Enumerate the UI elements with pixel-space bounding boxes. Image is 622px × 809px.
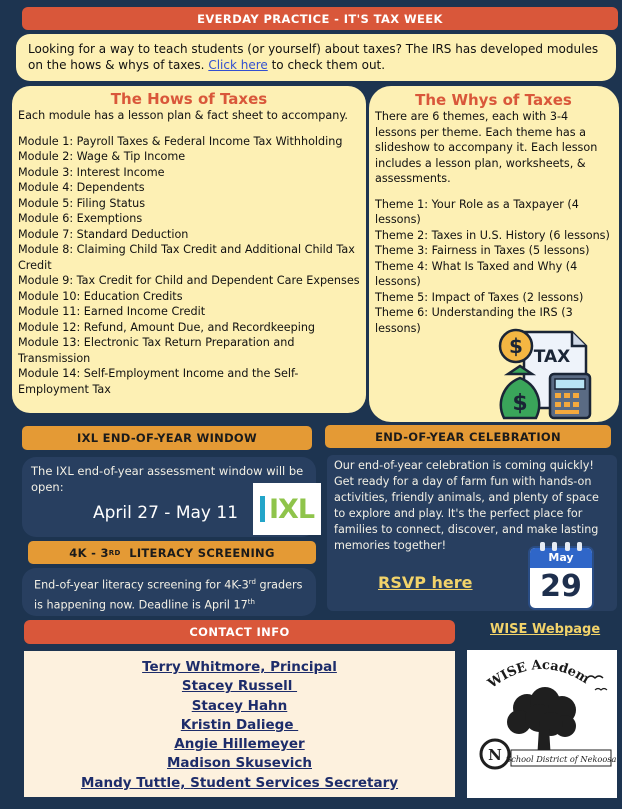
ixl-logo-text: IXL [268, 493, 315, 525]
contact-card [24, 651, 455, 797]
theme-item: Theme 6: Understanding the IRS (3 lessons) [375, 306, 573, 335]
module-item: Module 6: Exemptions [18, 212, 143, 225]
module-item: Module 7: Standard Deduction [18, 227, 189, 241]
module-item: Module 4: Dependents [18, 181, 145, 194]
module-item: Module 13: Electronic Tax Return Preparation and Transmission [18, 336, 295, 365]
ixl-logo [253, 483, 321, 535]
contact-person-link[interactable]: Stacey Russell [181, 678, 298, 695]
irs-modules-link[interactable]: Click here [208, 58, 268, 72]
calendar-icon [528, 542, 594, 610]
contact-person-link[interactable]: Angie Hillemeyer [174, 736, 305, 753]
rsvp-link[interactable]: RSVP here [378, 573, 473, 592]
ixl-header [22, 426, 312, 450]
svg-text:WISE Academy [467, 650, 592, 692]
contact-header-label: CONTACT INFO [189, 625, 290, 639]
module-item: Module 5: Filing Status [18, 196, 146, 210]
wise-webpage-link[interactable]: WISE Webpage [490, 622, 601, 637]
hows-intro: Each module has a lesson plan & fact sheet to accompany. [18, 109, 348, 122]
literacy-header: 4K - 3 RD LITERACY SCREENING [28, 541, 316, 564]
theme-item: Theme 1: Your Role as a Taxpayer (4 lessons) [375, 197, 579, 226]
whys-intro: There are 6 themes, each with 3-4 lessons per theme. Each theme has a slideshow to accompany it. Each lesson includes a lesson plan, worksheets, & assessments. [375, 110, 598, 185]
module-item: Module 9: Tax Credit for Child and Dependent Care Expenses [18, 274, 360, 287]
theme-item: Theme 5: Impact of Taxes (2 lessons) [375, 290, 584, 304]
module-item: Module 14: Self-Employment Income and the Self-Employment Tax [18, 367, 299, 396]
celebration-text: Our end-of-year celebration is coming quickly! Get ready for a day of farm fun with hands-on activities, friendly animals, and plenty of space to explore and play. It's the perfect place for families to connect, discover, and make lasting memories together! [334, 459, 599, 552]
calendar-day: 29 [540, 569, 582, 604]
tax-graphic-label: TAX [533, 347, 571, 367]
hows-of-taxes-box [12, 86, 366, 413]
tax-money-icon [494, 322, 594, 422]
theme-item: Theme 2: Taxes in U.S. History (6 lessons) [375, 228, 610, 242]
celebration-header [325, 425, 611, 448]
module-item: Module 8: Claiming Child Tax Credit and Additional Child Tax Credit [18, 243, 355, 272]
svg-text:$: $ [509, 334, 523, 358]
intro-box [16, 34, 616, 81]
module-item: Module 12: Refund, Amount Due, and Recordkeeping [18, 320, 316, 334]
module-item: Module 2: Wage & Tip Income [18, 150, 186, 163]
page-title: EVERDAY PRACTICE - IT'S TAX WEEK [197, 11, 443, 26]
theme-item: Theme 3: Fairness in Taxes (5 lessons) [375, 244, 590, 257]
calendar-month: May [530, 548, 592, 568]
wise-logo-caption: School District of Nekoosa [505, 754, 617, 764]
modules-list [18, 134, 360, 398]
module-item: Module 11: Earned Income Credit [18, 305, 206, 318]
celebration-header-label: END-OF-YEAR CELEBRATION [375, 429, 561, 444]
module-item: Module 10: Education Credits [18, 289, 183, 303]
ixl-header-label: IXL END-OF-YEAR WINDOW [77, 431, 257, 445]
intro-text-end: to check them out. [271, 58, 386, 72]
module-item: Module 1: Payroll Taxes & Federal Income Tax Withholding [18, 134, 343, 148]
district-badge-letter: N [488, 746, 502, 764]
ixl-text: The IXL end-of-year assessment window will be open: [31, 464, 304, 494]
module-item: Module 3: Interest Income [18, 165, 165, 179]
intro-text: Looking for a way to teach students (or yourself) about taxes? The IRS has developed modules on the hows & whys of taxes. [28, 42, 599, 72]
contact-person-link[interactable]: Mandy Tuttle, Student Services Secretary [80, 774, 399, 791]
ixl-dates: April 27 - May 11 [93, 503, 239, 523]
contact-person-link[interactable]: Kristin Daliege [180, 716, 299, 733]
contact-person-link[interactable]: Madison Skusevich [167, 755, 312, 772]
hows-title: The Hows of Taxes [110, 90, 268, 108]
svg-text:$: $ [512, 391, 528, 416]
whys-title: The Whys of Taxes [415, 91, 572, 109]
contact-header [24, 620, 455, 644]
wise-academy-logo [467, 650, 617, 798]
contact-person-link[interactable]: Stacey Hahn [191, 697, 288, 714]
page-header [22, 7, 618, 30]
contact-person-link[interactable]: Terry Whitmore, Principal [142, 659, 337, 675]
themes-list [375, 197, 612, 337]
wise-logo-title: WISE Academ [485, 657, 592, 692]
literacy-card: End-of-year literacy screening for 4K-3rd graders is happening now. Deadline is April 17th [22, 568, 316, 616]
theme-item: Theme 4: What Is Taxed and Why (4 lessons) [375, 259, 578, 288]
